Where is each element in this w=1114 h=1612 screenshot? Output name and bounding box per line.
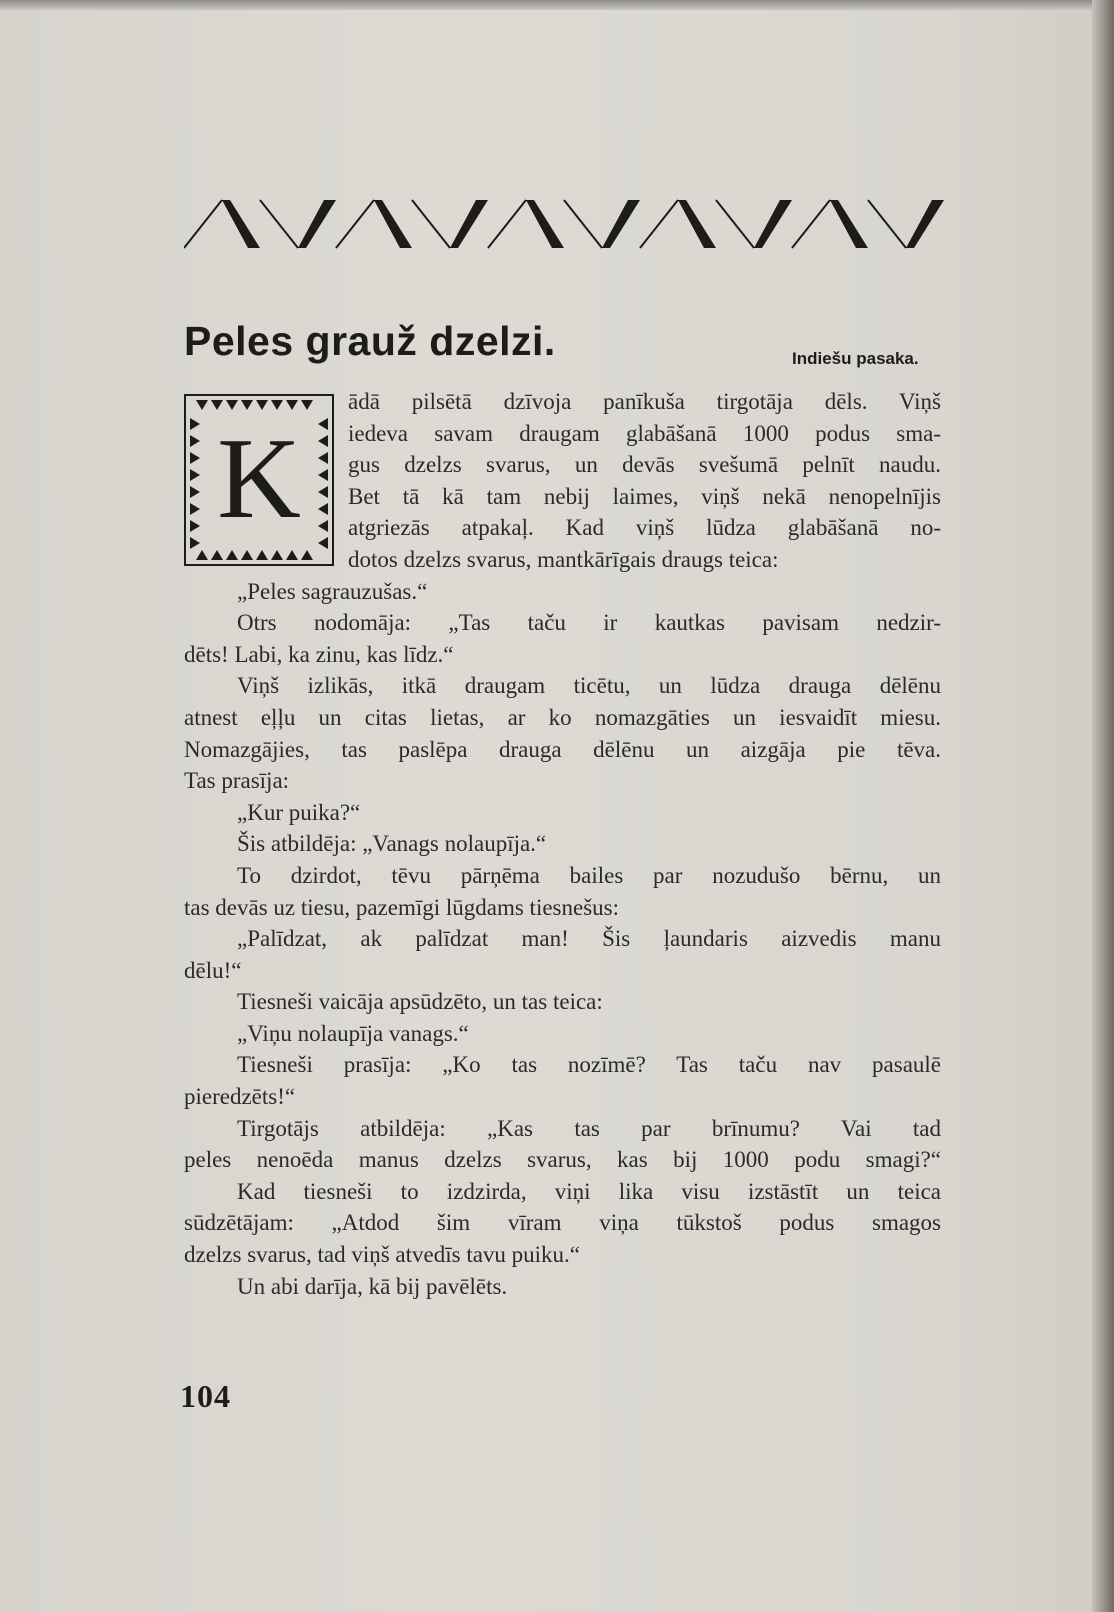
- text-line: gus dzelzs svarus, un devās svešumā pelnīt naudu.: [348, 452, 941, 478]
- text-line: peles nenoēda manus dzelzs svarus, kas bij 1000 podu smagi?“: [184, 1147, 941, 1173]
- page-title: Peles grauž dzelzi.: [184, 318, 556, 364]
- text-line: „Peles sagrauzušas.“: [237, 578, 428, 604]
- page-number: 104: [180, 1378, 231, 1414]
- text-line: sūdzētājam: „Atdod šim vīram viņa tūkstoš podus smagos: [184, 1210, 941, 1236]
- text-line: ādā pilsētā dzīvoja panīkuša tirgotāja dēls. Viņš: [348, 389, 941, 414]
- text-line: iedeva savam draugam glabāšanā 1000 podus sma-: [348, 420, 941, 446]
- book-spine-edge: [1092, 0, 1114, 1612]
- text-line: Tas prasīja:: [184, 768, 290, 794]
- text-line: Bet tā kā tam nebij laimes, viņš nekā nenopelnījis: [348, 483, 941, 509]
- text-line: pieredzēts!“: [184, 1084, 296, 1110]
- text-line: Un abi darīja, kā bij pavēlēts.: [237, 1273, 508, 1299]
- text-line: „Kur puika?“: [237, 799, 361, 825]
- text-line: atgriezās atpakaļ. Kad viņš lūdza glabāšanā no-: [348, 515, 941, 541]
- text-line: Tiesneši vaicāja apsūdzēto, un tas teica:: [237, 989, 603, 1015]
- text-line: dotos dzelzs svarus, mantkārīgais draugs teica:: [348, 546, 779, 572]
- text-line: dēts! Labi, ka zinu, kas līdz.“: [184, 641, 454, 667]
- text-line: tas devās uz tiesu, pazemīgi lūgdams tiesnešus:: [184, 894, 619, 920]
- text-line: Kad tiesneši to izdzirda, viņi lika visu izstāstīt un teica: [237, 1178, 941, 1204]
- drop-cap-letter: K: [217, 415, 301, 543]
- text-line: Šis atbildēja: „Vanags nolaupīja.“: [237, 831, 547, 857]
- text-line: „Palīdzat, ak palīdzat man! Šis ļaundaris aizvedis manu: [237, 926, 941, 952]
- text-line: To dzirdot, tēvu pārņēma bailes par nozudušo bērnu, un: [237, 862, 941, 888]
- text-line: dēlu!“: [184, 957, 242, 983]
- text-line: Tirgotājs atbildēja: „Kas tas par brīnumu? Vai tad: [237, 1115, 941, 1141]
- story-body: [184, 386, 941, 1302]
- text-line: Nomazgājies, tas paslēpa drauga dēlēnu un aizgāja pie tēva.: [184, 736, 941, 762]
- text-line: „Viņu nolaupīja vanags.“: [237, 1020, 469, 1046]
- text-line: atnest eļļu un citas lietas, ar ko nomazgāties un iesvaidīt miesu.: [184, 704, 941, 730]
- page-top-edge: [0, 0, 1114, 10]
- text-line: Tiesneši prasīja: „Ko tas nozīmē? Tas taču nav pasaulē: [237, 1052, 941, 1078]
- text-line: Viņš izlikās, itkā draugam ticētu, un lūdza drauga dēlēnu: [237, 673, 941, 699]
- text-line: Otrs nodomāja: „Tas taču ir kautkas pavisam nedzir-: [237, 610, 941, 636]
- text-line: dzelzs svarus, tad viņš atvedīs tavu puiku.“: [184, 1242, 581, 1268]
- decorative-border-ornament: [184, 198, 944, 250]
- page-subtitle: Indiešu pasaka.: [792, 349, 919, 368]
